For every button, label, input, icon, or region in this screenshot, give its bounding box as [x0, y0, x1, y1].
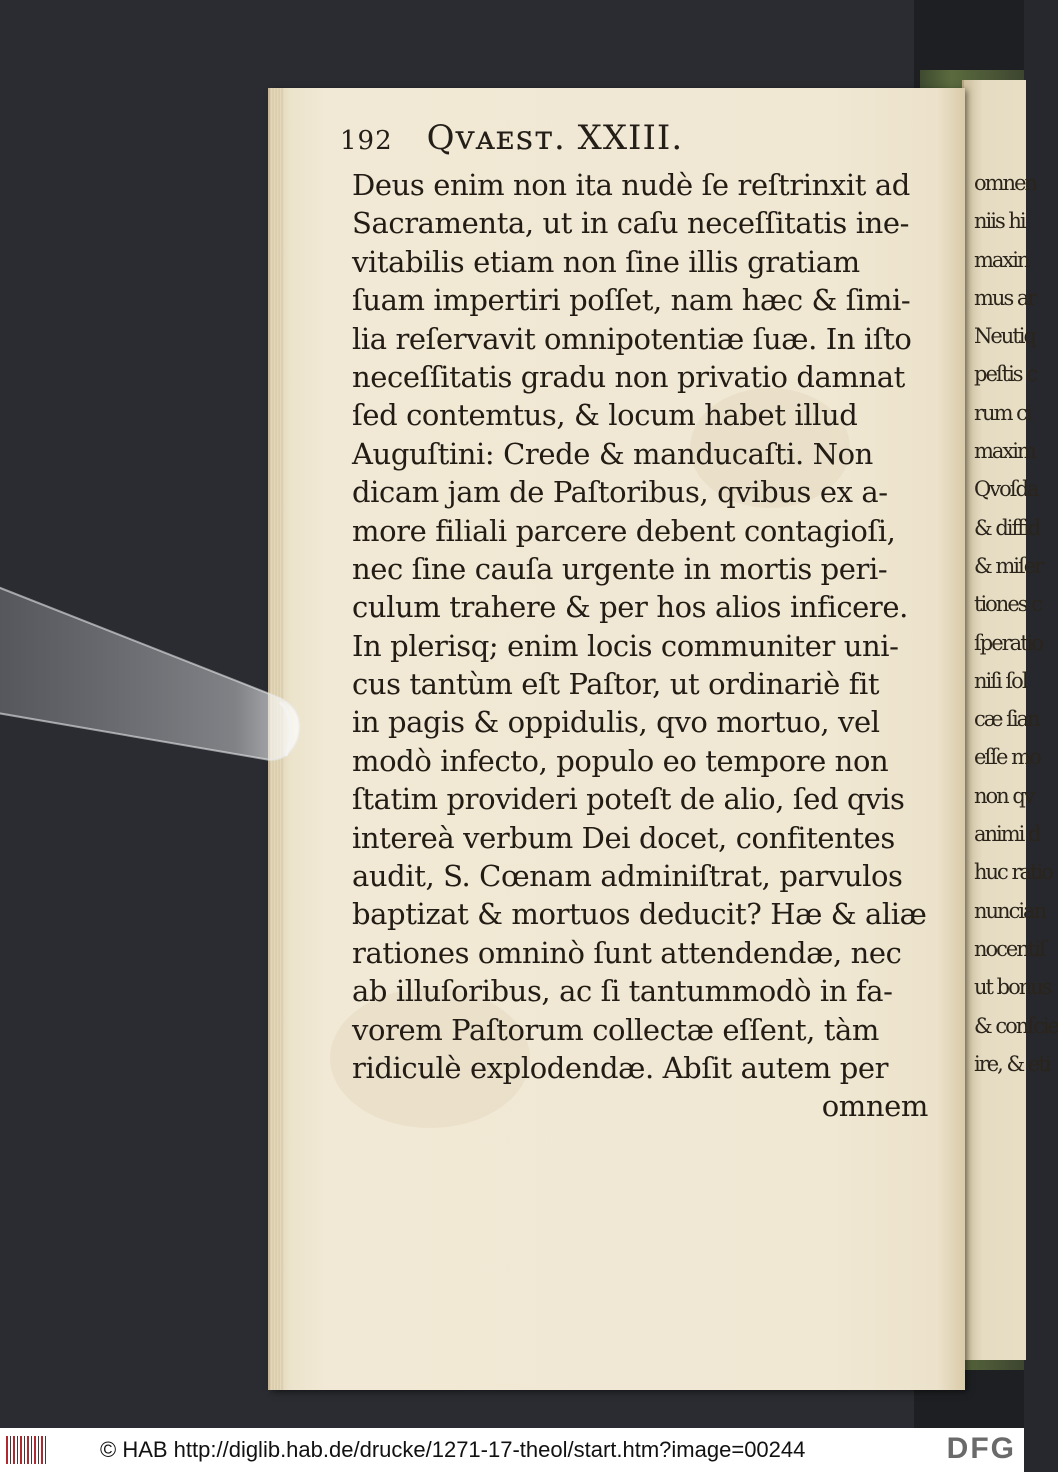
facing-page-fragment: animi d — [974, 822, 1040, 847]
running-head-title: Qᴠᴀᴇꜱᴛ. XXIII. — [426, 118, 684, 158]
facing-page-fragment: tiones c — [974, 592, 1041, 617]
facing-page-fragment: & miſer — [974, 553, 1043, 578]
text-line: nec ſine cauſa urgente in mortis peri- — [352, 551, 888, 586]
text-line: Sacramenta, ut in caſu neceſſitatis ine- — [352, 206, 910, 241]
text-line: Auguſtini: Crede & manducaſti. Non — [352, 436, 873, 471]
copyright-link[interactable]: © HAB http://diglib.hab.de/drucke/1271-17-theol/start.htm?image=00244 — [100, 1437, 806, 1462]
text-line: baptizat & mortuos deducit? Hæ & aliæ — [352, 897, 927, 932]
facing-page-fragment: nocentiſ — [974, 936, 1045, 961]
text-line: rationes omninò ſunt attendendæ, nec — [352, 935, 902, 970]
text-line: ſuam impertiri poſſet, nam hæc & ſimi- — [352, 283, 911, 318]
facing-page-fragment: ire, & eti — [974, 1051, 1050, 1076]
text-line: in pagis & oppidulis, qvo mortuo, vel — [352, 705, 880, 740]
facing-page-fragment: & conſcie — [974, 1013, 1058, 1038]
catchword: omnem — [821, 1089, 928, 1124]
facing-page-fragment: niſi ſol — [974, 668, 1027, 693]
facing-page — [962, 80, 1058, 1360]
page-holder-spatula — [0, 560, 320, 790]
text-line: more filiali parcere debent contagioſi, — [352, 513, 896, 548]
facing-page-text — [964, 80, 1058, 1083]
dfg-logo: DFG — [946, 1432, 1016, 1465]
text-line: ab illuſoribus, ac ſi tantummodò in fa- — [352, 974, 893, 1009]
text-line: In plerisq; enim locis communiter uni- — [352, 628, 899, 663]
text-line: Deus enim non ita nudè ſe reſtrinxit ad — [352, 168, 910, 202]
body-text — [352, 166, 944, 1126]
text-line: modò infecto, populo eo tempore non — [352, 743, 889, 778]
text-line: vorem Paſtorum collectæ eſſent, tàm — [352, 1012, 879, 1047]
facing-page-fragment: ut bonus — [974, 975, 1051, 1000]
facing-page-fragment: niis hi — [974, 209, 1025, 234]
facing-page-fragment: huc ratio — [974, 860, 1052, 885]
text-line: culum trahere & per hos alios inficere. — [352, 590, 908, 625]
facing-page-fragment: rum ci — [974, 400, 1031, 425]
text-line: audit, S. Cœnam adminiſtrat, parvulos — [352, 859, 903, 894]
text-line: neceſſitatis gradu non privatio damnat — [352, 359, 905, 394]
facing-page-fragment: & diffid — [974, 515, 1040, 540]
facing-page-fragment: eſſe mo — [974, 745, 1040, 770]
text-line: intereà verbum Dei docet, confitentes — [352, 820, 895, 855]
text-line: ridiculè explodendæ. Abſit autem per — [352, 1050, 889, 1085]
facing-page-fragment: maxin — [974, 247, 1029, 272]
barcode-icon — [6, 1436, 48, 1464]
text-line: dicam jam de Paſtoribus, qvibus ex a- — [352, 475, 888, 510]
facing-page-fragment: ſperatio — [974, 630, 1042, 655]
text-line: ſed contemtus, & locum habet illud — [352, 398, 858, 433]
facing-page-fragment: maxim — [974, 439, 1035, 464]
book-page — [270, 88, 965, 1390]
facing-page-fragment: peſtis c — [974, 362, 1037, 387]
running-header — [340, 118, 683, 158]
facing-page-fragment: Neutiq — [974, 324, 1035, 349]
text-line: vitabilis etiam non ſine illis gratiam — [352, 244, 860, 279]
page-number: 192 — [340, 126, 393, 156]
footer-bar — [0, 1428, 1024, 1472]
text-line: lia reſervavit omnipotentiæ ſuæ. In iſto — [352, 321, 912, 356]
text-line: cus tantùm eſt Paſtor, ut ordinariè fit — [352, 667, 880, 702]
facing-page-fragment: nuncian — [974, 898, 1046, 923]
facing-page-fragment: mus ar — [974, 285, 1036, 310]
facing-page-fragment: omnen — [974, 171, 1037, 195]
facing-page-fragment: non qv — [974, 783, 1034, 808]
facing-page-fragment: Qvoſda — [974, 477, 1038, 502]
facing-page-fragment: cæ ſian — [974, 707, 1039, 732]
text-line: ſtatim provideri poteſt de alio, ſed qvis — [352, 782, 905, 817]
